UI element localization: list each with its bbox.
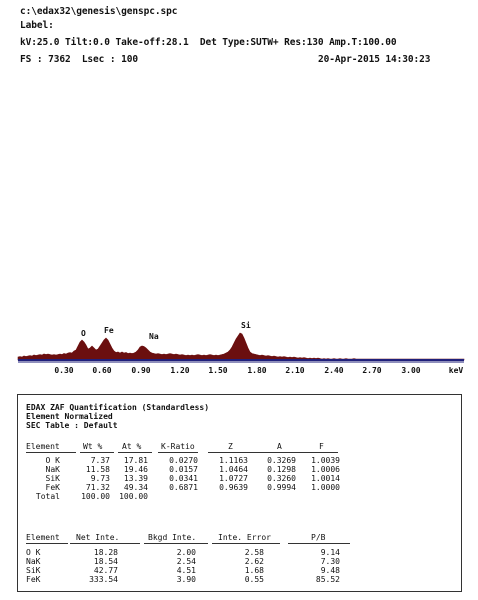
t1-element-cell: SiK [45, 474, 60, 483]
tick-label: 0.30 [54, 366, 74, 375]
t2-value-cell: 0.55 [244, 575, 264, 584]
t1-header-wt: Wt % [83, 442, 103, 451]
t2-value-cell: 18.28 [93, 548, 118, 557]
quantification-panel [17, 394, 462, 592]
t2-value-cell: 9.14 [320, 548, 340, 557]
t2-value-cell: 333.54 [89, 575, 118, 584]
quant-title: EDAX ZAF Quantification (Standardless) [26, 403, 210, 412]
t1-value-cell: 9.73 [90, 474, 110, 483]
t1-value-cell: 49.34 [123, 483, 148, 492]
t2-value-cell: 3.90 [176, 575, 196, 584]
peak-label-si: Si [241, 321, 251, 330]
t1-value-cell: 1.1163 [219, 456, 248, 465]
t1-value-cell: 1.0464 [219, 465, 248, 474]
t1-value-cell: 1.0039 [311, 456, 340, 465]
t1-header-kratio: K-Ratio [161, 442, 195, 451]
t1-value-cell: 11.58 [85, 465, 110, 474]
t1-element-cell: O K [45, 456, 60, 465]
t1-value-cell: 71.32 [85, 483, 110, 492]
t1-value-cell: 13.39 [123, 474, 148, 483]
tick-label: 1.20 [170, 366, 190, 375]
t1-rule [80, 452, 114, 453]
t1-total-value: 100.00 [119, 492, 148, 501]
t2-header-element: Element [26, 533, 60, 542]
tick-label: 2.40 [324, 366, 344, 375]
t2-rule [288, 543, 350, 544]
t1-value-cell: 0.0341 [169, 474, 198, 483]
t1-total-value: 100.00 [81, 492, 110, 501]
peak-label-fe: Fe [104, 326, 114, 335]
tick-label: 1.80 [247, 366, 267, 375]
fs-lsec: FS : 7362 Lsec : 100 [20, 54, 139, 65]
tick-label: 0.60 [92, 366, 112, 375]
label-field: Label: [20, 20, 54, 31]
t2-value-cell: 2.58 [244, 548, 264, 557]
t2-header-pb: P/B [311, 533, 326, 542]
t1-header-element: Element [26, 442, 60, 451]
quant-subtitle-sec-table: SEC Table : Default [26, 421, 118, 430]
t2-header-net: Net Inte. [76, 533, 120, 542]
acquisition-params: kV:25.0 Tilt:0.0 Take-off:28.1 Det Type:SUTW+ Res:130 Amp.T:100.00 [20, 37, 397, 48]
t2-value-cell: 42.77 [93, 566, 118, 575]
t2-element-cell: SiK [26, 566, 41, 575]
acquisition-datetime: 20-Apr-2015 14:30:23 [318, 54, 431, 65]
t1-value-cell: 1.0006 [311, 465, 340, 474]
t2-element-cell: NaK [26, 557, 41, 566]
spectrum-plot [0, 300, 478, 380]
t2-element-cell: FeK [26, 575, 41, 584]
t1-element-cell: FeK [45, 483, 60, 492]
t2-value-cell: 9.48 [320, 566, 340, 575]
t1-value-cell: 0.6871 [169, 483, 198, 492]
t1-element-cell: NaK [45, 465, 60, 474]
t2-value-cell: 2.54 [176, 557, 196, 566]
t2-value-cell: 18.54 [93, 557, 118, 566]
t1-value-cell: 1.0000 [311, 483, 340, 492]
axis-unit: keV [448, 366, 464, 375]
t1-value-cell: 0.3269 [267, 456, 296, 465]
tick-label: 2.10 [285, 366, 305, 375]
t2-rule [70, 543, 140, 544]
t1-rule [158, 452, 198, 453]
t1-value-cell: 0.9639 [219, 483, 248, 492]
t1-value-cell: 0.9994 [267, 483, 296, 492]
t1-header-a: A [277, 442, 282, 451]
t2-value-cell: 85.52 [315, 575, 340, 584]
t1-value-cell: 0.1298 [267, 465, 296, 474]
t2-rule [26, 543, 68, 544]
t2-element-cell: O K [26, 548, 41, 557]
tick-label: 0.90 [131, 366, 151, 375]
t1-value-cell: 1.0014 [311, 474, 340, 483]
t2-value-cell: 2.62 [244, 557, 264, 566]
t2-header-bkgd: Bkgd Inte. [148, 533, 197, 542]
t2-value-cell: 7.30 [320, 557, 340, 566]
t1-value-cell: 19.46 [123, 465, 148, 474]
t2-header-error: Inte. Error [218, 533, 271, 542]
t1-value-cell: 7.37 [90, 456, 110, 465]
t1-header-z: Z [228, 442, 233, 451]
t1-rule [26, 452, 76, 453]
t1-rule [208, 452, 338, 453]
file-path: c:\edax32\genesis\genspc.spc [20, 6, 178, 17]
t1-value-cell: 0.3260 [267, 474, 296, 483]
tick-label: 2.70 [362, 366, 382, 375]
tick-label: 3.00 [401, 366, 421, 375]
t1-rule [118, 452, 152, 453]
t2-rule [144, 543, 208, 544]
peak-label-o: O [81, 329, 86, 338]
tick-label: 1.50 [208, 366, 228, 375]
t1-value-cell: 0.0270 [169, 456, 198, 465]
t2-rule [212, 543, 280, 544]
t1-value-cell: 1.0727 [219, 474, 248, 483]
t2-value-cell: 2.00 [176, 548, 196, 557]
peak-label-na: Na [149, 332, 159, 341]
t2-value-cell: 4.51 [176, 566, 196, 575]
t1-header-f: F [319, 442, 324, 451]
t1-header-at: At % [122, 442, 142, 451]
t1-value-cell: 17.81 [123, 456, 148, 465]
t1-value-cell: 0.0157 [169, 465, 198, 474]
t2-value-cell: 1.68 [244, 566, 264, 575]
t1-total-label: Total [35, 492, 60, 501]
quant-subtitle-normalized: Element Normalized [26, 412, 113, 421]
